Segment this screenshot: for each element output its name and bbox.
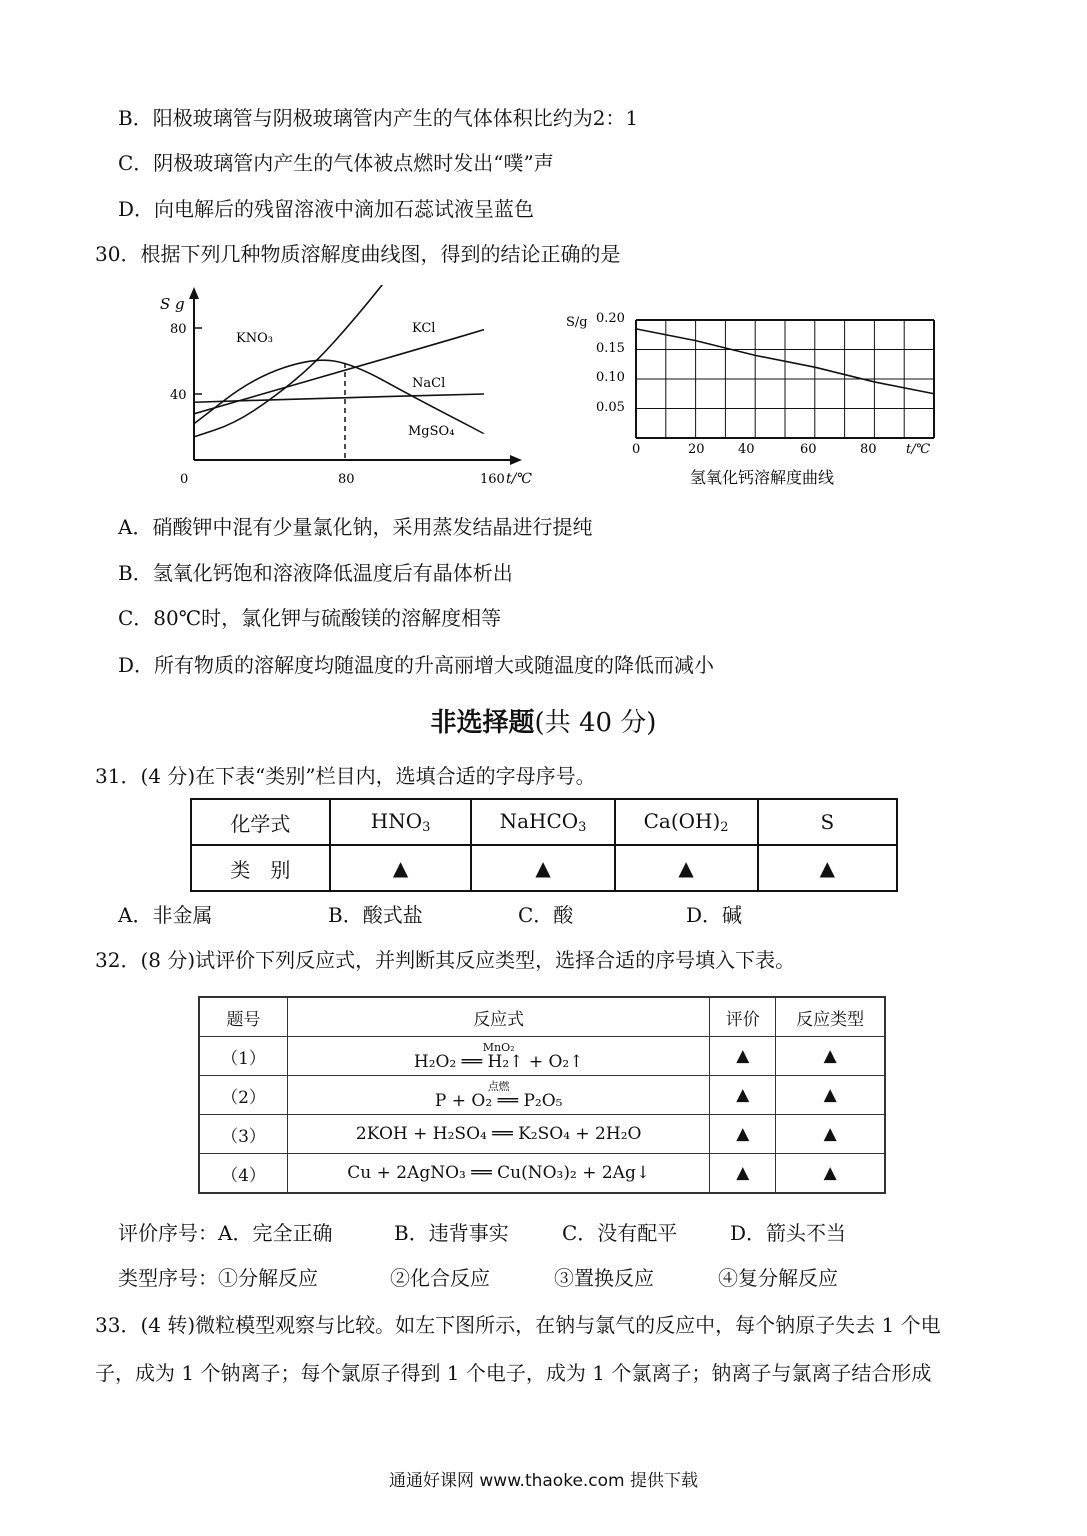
series-curve [194,394,484,402]
page-footer: 通通好课网 www.thaoke.com 提供下载 [388,1471,699,1491]
type-option-4: ④复分解反应 [718,1266,838,1290]
y-axis-label: S/g [566,315,588,330]
q30-option-a: A．硝酸钾中混有少量氯化钠，采用蒸发结晶进行提纯 [118,515,593,539]
q29-option-b: B．阳极玻璃管与阴极玻璃管内产生的气体体积比约为2：1 [118,106,639,130]
answer-blank[interactable]: ▲ [710,1154,776,1194]
eval-option-a: 评价序号：A．完全正确 [118,1221,333,1245]
q31-options [118,901,742,929]
q30-option-b: B．氢氧化钙饱和溶液降低温度后有晶体析出 [118,561,513,585]
table-header-cell: 化学式 [191,799,330,845]
answer-blank[interactable]: ▲ [776,1037,885,1076]
answer-blank[interactable]: ▲ [330,845,472,891]
row-number: （1） [199,1037,287,1076]
row-number: （4） [199,1154,287,1194]
answer-blank[interactable]: ▲ [758,845,897,891]
series-label-mgso4: MgSO₄ [408,424,455,439]
q32-stem: 32．(8 分)试评价下列反应式，并判断其反应类型，选择合适的序号填入下表。 [95,948,796,972]
table-row [199,997,885,1037]
x-tick-0: 0 [180,472,189,487]
x-axis-arrow [510,455,522,465]
section-title [0,702,1087,739]
q30-stem: 30．根据下列几种物质溶解度曲线图，得到的结论正确的是 [95,242,621,266]
q30-option-c: C．80℃时，氯化钾与硫酸镁的溶解度相等 [118,606,502,630]
table-row [199,1076,885,1115]
y-tick-40: 40 [170,388,187,403]
section-title-score: (共 40 分) [534,708,657,738]
y-axis-arrow [189,287,199,299]
formula-cell: $Ca(OH)_2$ [615,799,758,845]
table-header-cell: 题号 [199,997,287,1037]
q31-option-d: D．碱 [686,903,743,927]
formula-cell: $HNO_3$ [330,799,472,845]
equation: H₂O₂ ══ H₂↑ + O₂↑ [413,1051,584,1072]
x-tick-60: 60 [800,442,817,457]
table-row [199,1154,885,1194]
reaction-condition: MnO₂ [482,1040,515,1054]
x-tick-40: 40 [738,442,755,457]
table-row [191,799,897,845]
table-row [199,1037,885,1076]
answer-blank[interactable]: ▲ [776,1154,885,1194]
x-tick-80: 80 [338,472,355,487]
section-title-main: 非选择题 [430,708,535,738]
y-tick-005: 0.05 [596,400,625,415]
equation: P + O₂ ══ P₂O₅ [434,1090,563,1111]
y-axis-label: S g [160,295,185,313]
x-tick-80: 80 [860,442,877,457]
q31-table [190,798,898,892]
series-label-nacl: NaCl [412,376,446,391]
eval-option-c: C．没有配平 [562,1221,678,1245]
eval-option-b: B．违背事实 [394,1221,509,1245]
y-tick-020: 0.20 [596,311,625,326]
answer-blank[interactable]: ▲ [710,1076,776,1115]
q30-option-d: D．所有物质的溶解度均随温度的升高丽增大或随温度的降低而减小 [118,653,715,677]
eval-option-d: D．箭头不当 [730,1221,847,1245]
equation: Cu + 2AgNO₃ ══ Cu(NO₃)₂ + 2Ag↓ [287,1154,709,1194]
answer-blank[interactable]: ▲ [776,1115,885,1154]
solubility-chart [150,285,550,495]
q32-eval-line [118,1219,846,1247]
equation-cell [287,1037,709,1076]
x-tick-0: 0 [632,442,641,457]
series-label-kcl: KCl [412,321,436,336]
q31-option-a: A．非金属 [118,903,213,927]
type-option-3: ③置换反应 [554,1266,654,1290]
q31-stem: 31．(4 分)在下表“类别”栏目内，选填合适的字母序号。 [95,764,596,788]
answer-blank[interactable]: ▲ [471,845,614,891]
row-number: （2） [199,1076,287,1115]
x-tick-unit: t/℃ [906,442,931,457]
q33-line-1: 33．(4 转)微粒模型观察与比较。如左下图所示，在钠与氯气的反应中，每个钠原子失去 1 个电 [95,1313,941,1337]
x-tick-160: 160 [480,472,505,487]
q31-option-b: B．酸式盐 [328,903,423,927]
series-curve [194,285,394,437]
table-header-cell: 类 别 [191,845,330,891]
x-axis-label: t/℃ [506,471,533,487]
table-row [199,1115,885,1154]
reaction-condition: 点燃 [487,1079,510,1093]
q29-option-d: D．向电解后的残留溶液中滴加石蕊试液呈蓝色 [118,197,535,221]
answer-blank[interactable]: ▲ [615,845,758,891]
y-tick-80: 80 [170,322,187,337]
equation: 2KOH + H₂SO₄ ══ K₂SO₄ + 2H₂O [287,1115,709,1154]
row-number: （3） [199,1115,287,1154]
formula-cell: S [758,799,897,845]
q29-option-c: C．阴极玻璃管内产生的气体被点燃时发出“噗”声 [118,151,554,175]
q32-table [198,996,886,1194]
x-tick-20: 20 [688,442,705,457]
table-header-cell: 反应类型 [776,997,885,1037]
y-tick-015: 0.15 [596,341,625,356]
caoh2-solubility-chart [560,300,950,500]
table-header-cell: 反应式 [287,997,709,1037]
y-tick-010: 0.10 [596,370,625,385]
table-header-cell: 评价 [710,997,776,1037]
q33-line-2: 子，成为 1 个钠离子；每个氯原子得到 1 个电子，成为 1 个氯离子；钠离子与氯离子结合形成 [95,1361,932,1385]
q31-option-c: C．酸 [518,903,574,927]
q32-type-line [118,1264,838,1292]
formula-cell: NaHCO$_3$ [471,799,614,845]
table-row [191,845,897,891]
type-option-2: ②化合反应 [390,1266,490,1290]
equation-cell [287,1076,709,1115]
chart-title: 氢氧化钙溶解度曲线 [690,468,835,487]
answer-blank[interactable]: ▲ [710,1037,776,1076]
answer-blank[interactable]: ▲ [710,1115,776,1154]
series-label-kno3: KNO₃ [236,331,273,346]
answer-blank[interactable]: ▲ [776,1076,885,1115]
type-option-1: 类型序号：①分解反应 [118,1266,318,1290]
